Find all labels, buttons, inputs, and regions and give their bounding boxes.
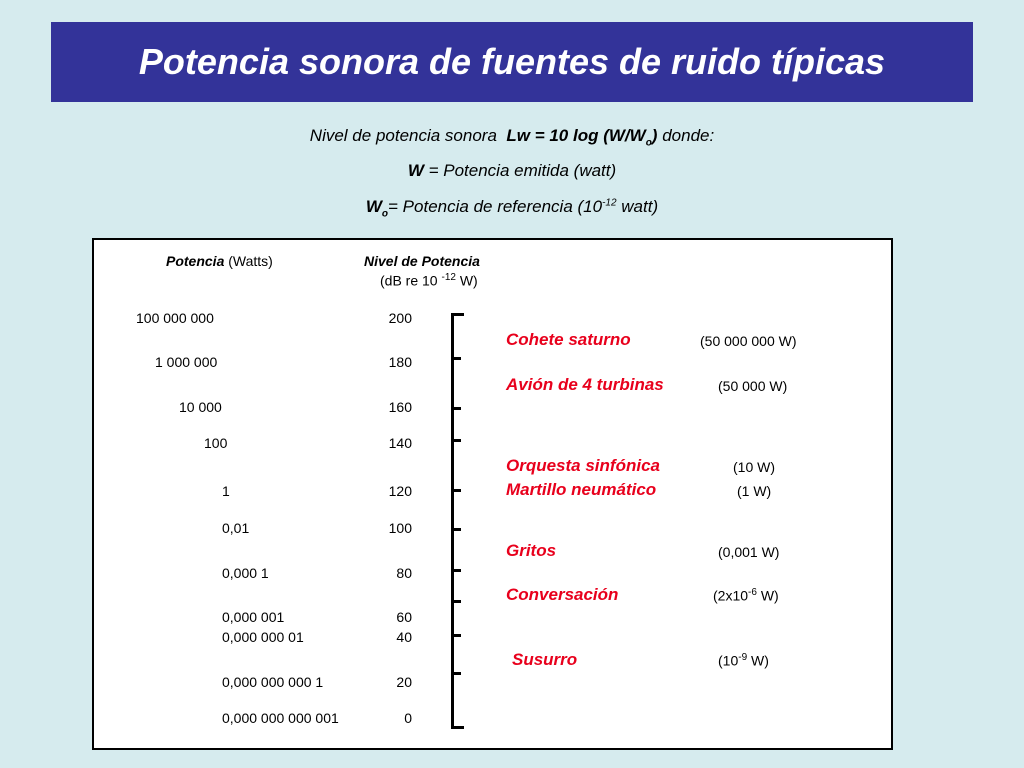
scale-bracket [451, 313, 464, 729]
scale-tick [451, 439, 461, 442]
source-name: Conversación [506, 585, 619, 604]
source-power [713, 587, 779, 604]
watt-value: 0,000 000 01 [222, 629, 304, 645]
watt-value: 0,000 1 [222, 565, 269, 581]
scale-tick [451, 528, 461, 531]
watt-value: 0,000 000 000 001 [222, 710, 339, 726]
source-power: (0,001 W) [718, 544, 780, 560]
page-title: Potencia sonora de fuentes de ruido típicas [138, 41, 886, 82]
source-power: (50 000 000 W) [700, 333, 797, 349]
header-power [166, 253, 273, 269]
scale-tick [451, 672, 461, 675]
db-value: 200 [388, 310, 412, 326]
source-power-exp: -9 [738, 652, 748, 663]
formula-equation [506, 126, 658, 149]
db-value: 0 [404, 710, 412, 726]
scale-tick [451, 357, 461, 360]
formula-line-3 [0, 197, 1024, 219]
watt-value: 10 000 [179, 399, 222, 415]
header-level-ref [380, 272, 478, 289]
formula-wo-var [365, 197, 389, 220]
scale-tick [451, 407, 461, 410]
source-name: Cohete saturno [506, 330, 631, 349]
db-value: 60 [396, 609, 412, 625]
source-name: Susurro [512, 650, 578, 669]
formula-wo-text: = Potencia de referencia (10 [388, 197, 603, 216]
db-value: 120 [388, 483, 412, 499]
db-value: 100 [388, 520, 412, 536]
formula-w-var: W [407, 161, 424, 180]
formula-prefix: Nivel de potencia sonora [309, 126, 497, 145]
scale-tick [451, 600, 461, 603]
source-name: Avión de 4 turbinas [506, 375, 664, 394]
header-level [364, 253, 480, 269]
source-power-exp: -6 [748, 587, 757, 598]
header-ref-suffix: W) [459, 272, 478, 289]
watt-value: 0,000 001 [222, 609, 285, 625]
scale-tick [451, 634, 461, 637]
source-power-prefix: (2x10 [713, 587, 749, 604]
source-power-prefix: (10 [718, 652, 739, 669]
source-name: Orquesta sinfónica [506, 456, 660, 475]
header-power-unit: (Watts) [228, 253, 273, 269]
watt-value: 100 [204, 435, 228, 451]
db-value: 140 [388, 435, 412, 451]
watt-value: 1 000 000 [155, 354, 218, 370]
source-power [718, 652, 769, 669]
source-power-suffix: W) [751, 652, 769, 669]
source-name: Gritos [506, 541, 557, 560]
watt-value: 1 [222, 483, 230, 499]
formula-suffix: donde: [662, 126, 715, 145]
formula-eq-close: ) [651, 126, 658, 145]
header-level-label: Nivel de Potencia [364, 253, 480, 269]
source-power: (1 W) [737, 483, 772, 499]
db-value: 180 [388, 354, 412, 370]
formula-w-text: = Potencia emitida (watt) [428, 161, 617, 180]
watt-value: 0,01 [222, 520, 250, 536]
db-value: 20 [396, 674, 412, 690]
header-ref-prefix: (dB re 10 [380, 272, 438, 289]
formula-wo-letter: W [365, 197, 382, 216]
title-banner [51, 22, 973, 102]
db-value: 160 [388, 399, 412, 415]
source-name: Martillo neumático [506, 480, 657, 499]
power-table-box [92, 238, 893, 750]
formula-eq-sub: o [645, 137, 652, 149]
formula-eq-main: Lw = 10 log (W/W [506, 126, 646, 145]
formula-wo-exp: -12 [602, 197, 617, 209]
source-power: (50 000 W) [718, 378, 788, 394]
db-value: 40 [396, 629, 412, 645]
db-value: 80 [396, 565, 412, 581]
scale-tick [451, 569, 461, 572]
watt-value: 0,000 000 000 1 [222, 674, 324, 690]
scale-tick [451, 489, 461, 492]
watt-value: 100 000 000 [136, 310, 214, 326]
formula-wo-sub: o [381, 208, 389, 220]
header-ref-exp: -12 [441, 272, 456, 283]
formula-line-1 [0, 126, 1024, 148]
source-power: (10 W) [733, 459, 775, 475]
formula-line-2 [0, 161, 1024, 181]
source-power-suffix: W) [760, 587, 779, 604]
header-power-label: Potencia [166, 253, 225, 269]
formula-wo-suffix: watt) [621, 197, 659, 216]
